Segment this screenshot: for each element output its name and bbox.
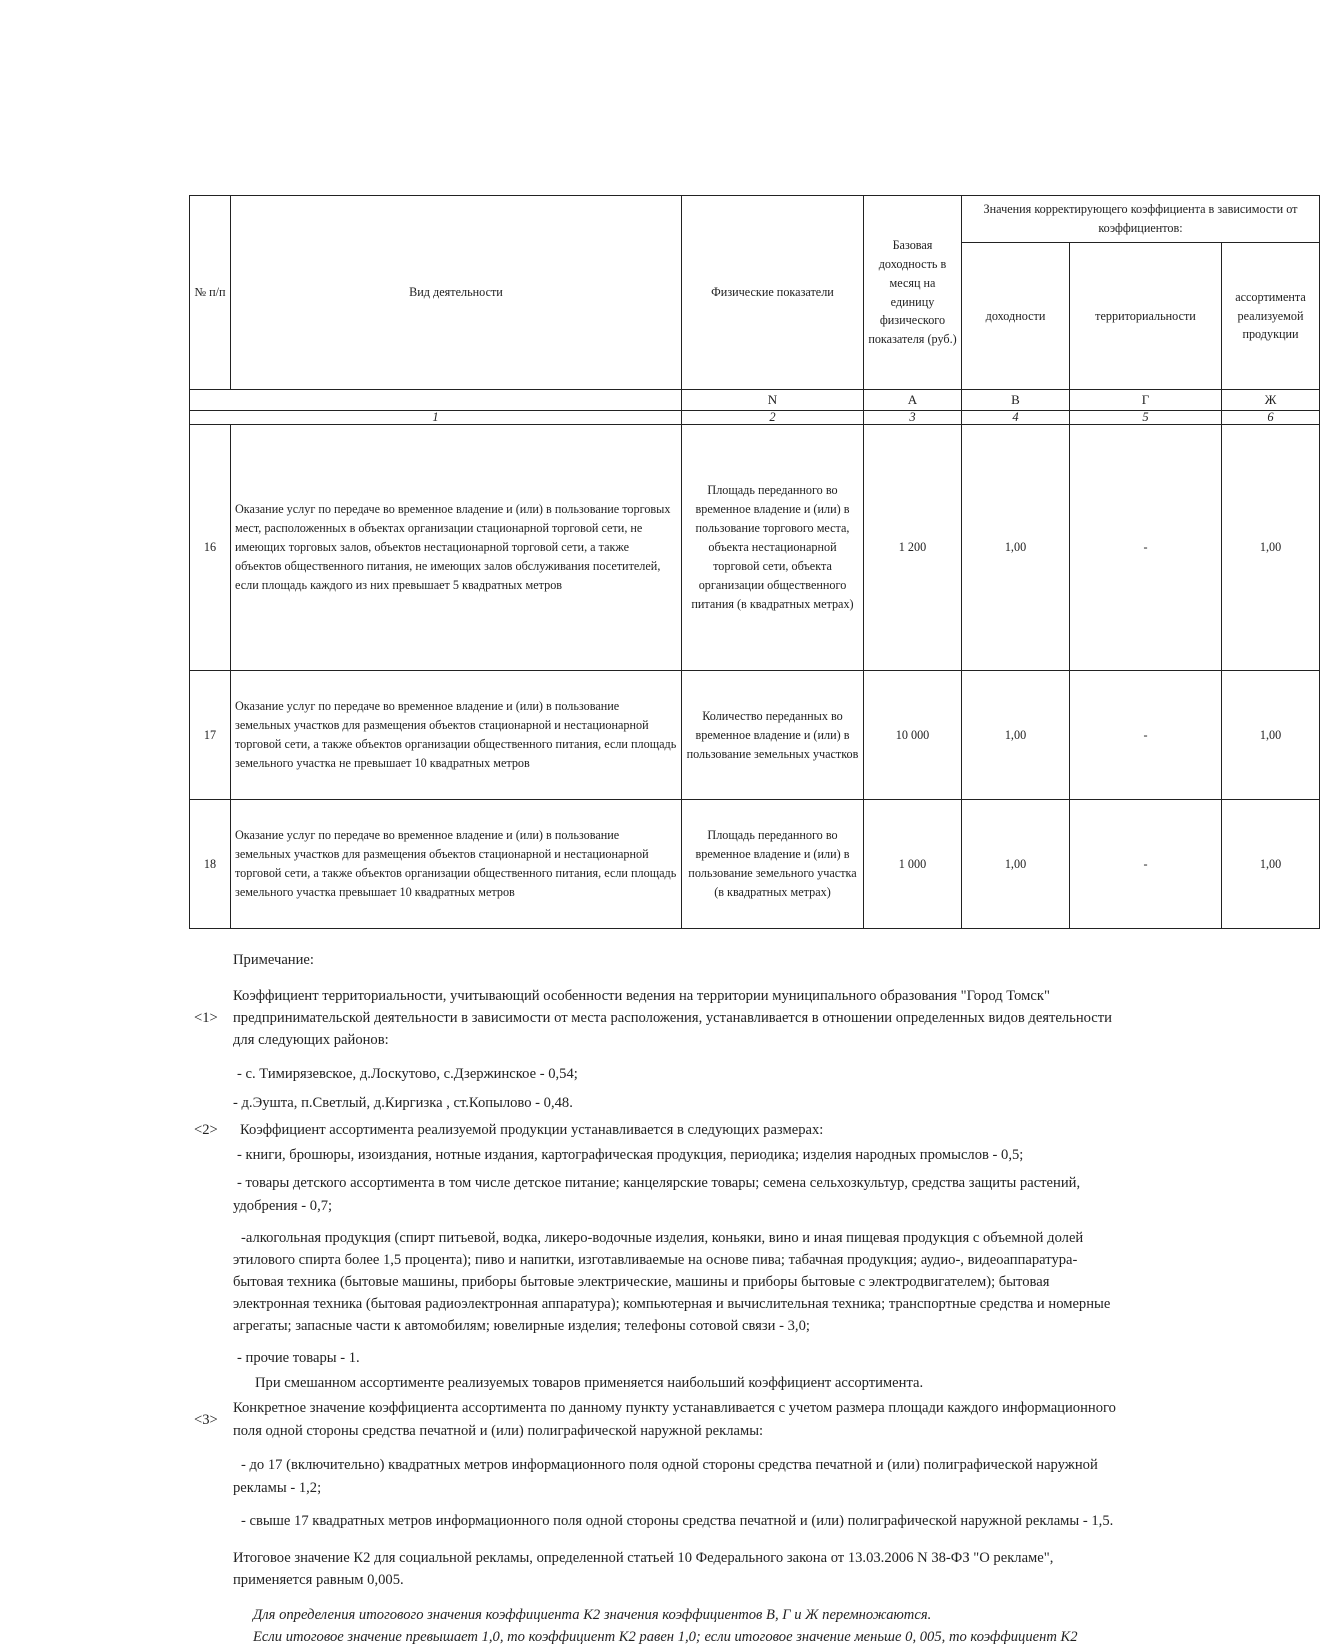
header-physical: Физические показатели: [682, 196, 864, 390]
final-note-line2: применяется равным 0,005.: [233, 1572, 404, 1588]
table-row: [190, 671, 1320, 800]
header-activity: Вид деятельности: [231, 196, 682, 390]
note3-line1: Конкретное значение коэффициента ассортимента по данному пункту устанавливается с учетом размера площади каждого информационного: [233, 1400, 1116, 1416]
letter-physical: N: [682, 390, 864, 411]
header-base-income: Базовая доходность в месяц на единицу физического показателя (руб.): [864, 196, 962, 390]
note2-bullet4: - прочие товары - 1.: [237, 1350, 360, 1366]
note1-line3: для следующих районов:: [233, 1032, 389, 1048]
table-row: [190, 425, 1320, 671]
note1-marker: <1>: [194, 1010, 218, 1026]
colnum-assortment: 6: [1222, 411, 1320, 425]
note2-bullet1: - книги, брошюры, изоиздания, нотные издания, картографическая продукция, периодика; изделия народных промыслов - 0,5;: [237, 1147, 1024, 1163]
letters-blank: [190, 390, 682, 411]
note1-bullet1: - с. Тимирязевское, д.Лоскутово, с.Дзержинское - 0,54;: [237, 1066, 578, 1082]
row-assortment: 1,00: [1222, 671, 1320, 800]
note3-bullet1-line2: рекламы - 1,2;: [233, 1480, 322, 1496]
row-assortment: 1,00: [1222, 425, 1320, 671]
colnum-base: 3: [864, 411, 962, 425]
colnum-activity: 1: [190, 411, 682, 425]
header-coef-group: Значения корректирующего коэффициента в зависимости от коэффициентов:: [962, 196, 1320, 243]
note2-marker: <2>: [194, 1122, 218, 1138]
row-activity: Оказание услуг по передаче во временное владение и (или) в пользование торговых мест, расположенных в объектах организации стационарной торговой сети, не имеющих торговых залов, объектов нестационарной торговой сети, а также объектов общественного питания, не имеющих залов обслуживания посетителей, если площадь каждого из них превышает 5 квадратных метров: [231, 425, 682, 671]
header-coef-territory: территориальности: [1070, 243, 1222, 390]
header-coef-assortment: ассортимента реализуемой продукции: [1222, 243, 1320, 390]
colnum-territory: 5: [1070, 411, 1222, 425]
row-income: 1,00: [962, 425, 1070, 671]
row-base: 10 000: [864, 671, 962, 800]
note2-bullet3-line2: этилового спирта более 1,5 процента); пиво и напитки, изготавливаемые на основе пива; табачная продукция; аудио-, видеоаппаратура-: [233, 1252, 1078, 1268]
note2-bullet2-line2: удобрения - 0,7;: [233, 1198, 333, 1214]
header-coef-income: доходности: [962, 243, 1070, 390]
row-assortment: 1,00: [1222, 800, 1320, 929]
note2-mixed: При смешанном ассортименте реализуемых товаров применяется наибольший коэффициент ассортимента.: [255, 1375, 924, 1391]
final-note-line1: Итоговое значение К2 для социальной рекламы, определенной статьей 10 Федерального закона от 13.03.2006 N 38-ФЗ "О рекламе",: [233, 1550, 1054, 1566]
letter-base: А: [864, 390, 962, 411]
row-activity: Оказание услуг по передаче во временное владение и (или) в пользование земельных участков для размещения объектов стационарной и нестационарной торговой сети, а также объектов организации общественного питания, если площадь земельного участка превышает 10 квадратных метров: [231, 800, 682, 929]
italic-note-line1: Для определения итогового значения коэффициента К2 значения коэффициентов В, Г и Ж перемножаются.: [253, 1607, 932, 1623]
note1-line2: предпринимательской деятельности в зависимости от места расположения, устанавливается в отношении определенных видов деятельности: [233, 1010, 1112, 1026]
table-row: [190, 800, 1320, 929]
note2-bullet3-line3: бытовая техника (бытовые машины, приборы бытовые электрические, машины и приборы бытовые с электродвигателем); бытовая: [233, 1274, 1050, 1290]
note3-bullet1-line1: - до 17 (включительно) квадратных метров информационного поля одной стороны средства печатной и (или) полиграфической наружной: [241, 1457, 1098, 1473]
note3-bullet2: - свыше 17 квадратных метров информационного поля одной стороны средства печатной и (или) полиграфической наружной рекламы - 1,5.: [241, 1513, 1114, 1529]
rates-table: [189, 195, 1320, 929]
header-num: № п/п: [190, 196, 231, 390]
row-territory: -: [1070, 800, 1222, 929]
note1-bullet2: - д.Эушта, п.Светлый, д.Киргизка , ст.Копылово - 0,48.: [233, 1095, 573, 1111]
row-num: 16: [190, 425, 231, 671]
colnum-income: 4: [962, 411, 1070, 425]
notes-title: Примечание:: [233, 952, 314, 968]
row-base: 1 200: [864, 425, 962, 671]
note2-bullet3-line1: -алкогольная продукция (спирт питьевой, водка, ликеро-водочные изделия, коньяки, вино и иная пищевая продукция с объемной долей: [241, 1230, 1084, 1246]
note2-line1: Коэффициент ассортимента реализуемой продукции устанавливается в следующих размерах:: [240, 1122, 824, 1138]
letter-territory: Г: [1070, 390, 1222, 411]
row-base: 1 000: [864, 800, 962, 929]
row-physical: Количество переданных во временное владение и (или) в пользование земельных участков: [682, 671, 864, 800]
row-physical: Площадь переданного во временное владение и (или) в пользование торгового места, объекта нестационарной торговой сети, объекта организации общественного питания (в квадратных метрах): [682, 425, 864, 671]
row-num: 17: [190, 671, 231, 800]
note3-line2: поля одной стороны средства печатной и (или) полиграфической наружной рекламы:: [233, 1423, 764, 1439]
note2-bullet3-line5: агрегаты; запасные части к автомобилям; ювелирные изделия; телефоны сотовой связи - 3,0;: [233, 1318, 810, 1334]
note1-line1: Коэффициент территориальности, учитывающий особенности ведения на территории муниципального образования "Город Томск": [233, 988, 1050, 1004]
row-income: 1,00: [962, 671, 1070, 800]
row-territory: -: [1070, 425, 1222, 671]
colnum-physical: 2: [682, 411, 864, 425]
row-num: 18: [190, 800, 231, 929]
note2-bullet2-line1: - товары детского ассортимента в том числе детское питание; канцелярские товары; семена сельхозкультур, средства защиты растений,: [237, 1175, 1081, 1191]
note2-bullet3-line4: электронная техника (бытовая радиоэлектронная аппаратура); компьютерная и вычислительная техника; транспортные средства и номерные: [233, 1296, 1111, 1312]
row-activity: Оказание услуг по передаче во временное владение и (или) в пользование земельных участков для размещения объектов стационарной и нестационарной торговой сети, а также объектов организации общественного питания, если площадь земельного участка не превышает 10 квадратных метров: [231, 671, 682, 800]
letter-assortment: Ж: [1222, 390, 1320, 411]
note3-marker: <3>: [194, 1412, 218, 1428]
italic-note-line2: Если итоговое значение превышает 1,0, то коэффициент К2 равен 1,0; если итоговое значение меньше 0, 005, то коэффициент К2: [253, 1629, 1078, 1645]
row-income: 1,00: [962, 800, 1070, 929]
row-territory: -: [1070, 671, 1222, 800]
letter-income: В: [962, 390, 1070, 411]
row-physical: Площадь переданного во временное владение и (или) в пользование земельного участка (в квадратных метрах): [682, 800, 864, 929]
